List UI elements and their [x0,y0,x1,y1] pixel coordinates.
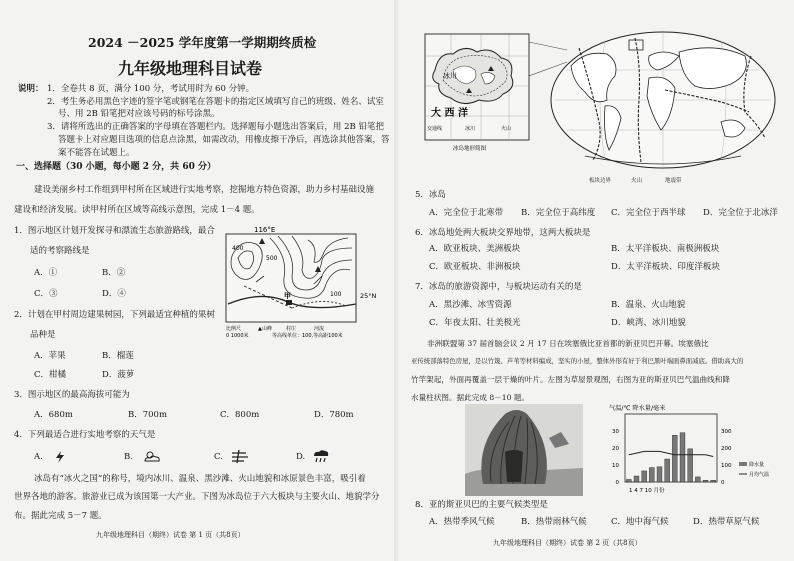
question-1-stem: 适的考察路线是 [30,246,90,256]
passage-line: 水量柱状图。据此完成 8－10 题。 [411,393,530,402]
thunderstorm-icon [54,450,66,464]
passage-line: 建设和经济发展。读甲村所在区域等高线示意图，完成 1－4 题。 [14,205,260,215]
right-tick: 0 [721,480,725,486]
q2-option-d[interactable]: D．菠萝 [102,370,135,380]
legend-glacier: 冰川 [465,126,476,132]
contour-map-frame [226,234,356,322]
contour-value-label: 500 [266,255,278,262]
left-tick: 0 [615,480,619,486]
q3-option-b[interactable]: B．700m [128,410,168,420]
question-3-stem: 3．图示地区的最高海拔可能为 [14,390,130,400]
q1-option-d[interactable]: D．④ [102,289,126,299]
scale-label: 比例尺 [226,326,242,332]
scale-value: 0 1000米 [226,333,249,339]
plot-frame [625,414,717,482]
q2-option-c[interactable]: C．柑橘 [34,370,67,380]
page-footer: 九年级地理科目（期终）试卷 第 1 页（共8页） [96,531,245,539]
q1-option-a[interactable]: A．① [34,268,58,278]
q3-option-d[interactable]: D．780m [314,410,354,420]
q2-option-b[interactable]: B．榴莲 [102,351,134,361]
precip-bar [672,435,677,482]
left-tick: 10 [612,463,619,469]
glacier-label: 冰川 [443,72,457,80]
longitude-label: 116°E [254,226,276,234]
right-tick: 100 [721,463,732,469]
precip-bar [642,471,647,482]
right-axis-ticks [721,429,732,486]
ocean-label: 大 西 洋 [431,108,468,119]
question-2-stem: 品种是 [30,330,56,340]
q6-option-b[interactable]: B．太平洋板块、南极洲板块 [611,244,720,254]
iceland-map-caption: 冰岛地形简图 [453,146,487,152]
traditional-hut-photo [465,404,583,496]
passage-line: 非洲联盟第 37 届首脑会议 2 月 17 日在埃塞俄比亚首都的新亚贝巴开幕。埃塞俄比 [427,339,709,348]
q5-option-d[interactable]: D．完全位于北冰洋 [703,208,778,218]
q8-option-c[interactable]: C．地中海气候 [611,517,669,527]
legend-transport: 交通线 [427,126,443,132]
passage-line: 亚传统部落特色房屋，是以竹篾、芦苇等材料编成，坚实的小屋，整体外形有好于利巴黑叶端面鼻面减底。借助高大的 [411,357,744,365]
legend-river: 河流 [314,326,325,332]
precip-bar [711,480,716,482]
contour-value-label: 100 [330,291,342,298]
page-footer: 九年级地理科目（期终）试卷 第 2 页（共8页） [493,539,642,547]
q4-option-c[interactable]: C. [214,452,223,462]
contour-note: 等高线单位：100,等高距100米 [272,333,343,339]
q1-option-c[interactable]: C．③ [34,289,58,299]
climate-chart [603,402,775,498]
chart-title: 气温/℃ 降水量/毫米 [609,405,666,412]
q4-option-a[interactable]: A. [34,452,43,462]
q5-option-a[interactable]: A．完全位于北寒带 [429,208,504,218]
q8-option-d[interactable]: D．热带草原气候 [693,517,760,527]
temperature-line [629,451,713,456]
q5-option-b[interactable]: B．完全位于高纬度 [521,208,596,218]
instruction-line: 号、用 2B 铅笔把对应该号码的标号涂黑。 [58,109,220,119]
precip-bar [626,479,631,482]
precip-bar [665,459,670,482]
q6-option-a[interactable]: A．欧亚板块、美洲板块 [429,244,521,254]
question-7-stem: 7．冰岛的旅游资源中，与板块运动有关的是 [415,282,582,292]
precip-bar [657,467,662,482]
q2-option-a[interactable]: A．苹果 [34,351,66,361]
passage-line: 建设美丽乡村工作组到甲村所在区域进行实地考察，挖掘地方特色资源，助力乡村基础设施 [34,185,375,195]
passage-line: 冰岛有“冰火之国”的称号，境内冰川、温泉、黑沙滩、火山地貌和冰原景色丰富，吸引着 [34,474,366,484]
iceland-map [419,30,535,154]
latitude-label: 25°N [360,292,377,300]
instruction-line: 1．全卷共 8 页，满分 100 分，考试用时为 60 分钟。 [47,84,255,94]
passage-line: 布。据此完成 5－7 题。 [14,511,107,521]
q7-option-b[interactable]: B．温泉、火山地貌 [611,300,686,310]
precip-bar [695,477,700,482]
exam-title: 九年级地理科目试卷 [118,59,263,78]
q5-option-c[interactable]: C．完全位于西半球 [611,208,686,218]
legend-precip: 降水量 [749,462,765,468]
right-tick: 300 [721,429,732,435]
exam-header: 2024 －2025 学年度第一学期期终质检 [88,35,317,50]
legend-plate-boundary: 板块边界 [589,178,612,184]
village-icon [286,300,292,305]
precip-bar [703,480,708,482]
instruction-line: 3．请将所选出的正确答案的字母填在答题栏内。选择题每小题选出答案后，用 2B 铅笔把 [47,122,384,132]
passage-line: 竹竿架起，外面再覆盖一层干燥的叶片。左图为草屋景观图，右图为亚的斯亚贝巴气温曲线和降 [411,375,730,384]
q3-option-c[interactable]: C．800m [220,410,260,420]
heavy-rain-icon [312,448,330,464]
contour-map [222,226,390,340]
right-page [397,0,794,561]
precip-bar [649,468,654,482]
legend-earthquake-zone: 地震带 [665,178,682,184]
left-tick: 20 [612,446,619,452]
legend-swatch-precip [739,462,747,466]
village-label: 甲 [284,292,291,300]
left-tick: 30 [612,429,619,435]
question-6-stem: 6．冰岛地处两大板块交界地带，这两大板块是 [415,228,591,238]
strong-wind-icon [230,448,250,464]
q6-option-d[interactable]: D．太平洋板块、印度洋板块 [611,262,720,272]
partly-cloudy-icon [142,449,162,464]
instruction-line: 答题卡上对应题目选项的信息点涂黑，如需改动，用橡皮擦干净后，再选涂其他答案，答 [58,135,390,145]
question-2-stem: 2．计划在甲村周边建果树园，下列最适宜种植的果树 [14,310,215,320]
legend-temp: 月均气温 [749,472,770,478]
q6-option-c[interactable]: C．欧亚板块、非洲板块 [429,262,521,272]
precip-bar [634,476,639,482]
hut-door [505,450,523,482]
section-heading: 一、选择题（30 小题，每小题 2 分，共 60 分） [16,162,216,172]
q4-option-b[interactable]: B. [124,452,133,462]
q7-option-c[interactable]: C．年夜太阳、壮美极光 [429,318,521,328]
q8-option-a[interactable]: A．热带季风气候 [429,517,495,527]
x-axis-label: 1 4 7 10 月份 [629,488,665,494]
q8-option-b[interactable]: B．热带雨林气候 [521,517,587,527]
question-8-stem: 8．亚的斯亚贝巴的主要气候类型是 [415,500,548,510]
question-4-stem: 4．下列最适合进行实地考察的天气是 [14,430,156,440]
legend-volcano: 火山 [631,178,643,184]
left-axis-ticks [612,429,620,486]
contour-value-label: 400 [232,245,244,252]
precip-bar [688,449,693,482]
passage-line: 世界各地的游客。旅游业已成为该国第一大产业。下图为冰岛位于六大板块与主要火山、地貌学分 [14,492,380,502]
question-5-stem: 5．冰岛 [415,190,446,200]
q4-option-d[interactable]: D. [296,452,306,462]
q7-option-a[interactable]: A．黑沙滩、冰雪资源 [429,300,512,310]
legend-peak: ▲山峰 [258,326,272,332]
instruction-line: 2．考生务必用黑色字迹的签字笔或钢笔在答题卡的指定区域填写自己的班级、姓名、试室 [47,97,384,107]
q3-option-a[interactable]: A．680m [34,410,73,420]
q7-option-d[interactable]: D．峡湾、冰川地貌 [611,318,686,328]
question-1-stem: 1．图示地区计划开发探寻和漂流生态旅游路线，最合 [14,226,215,236]
instruction-line: 案不能答在试题上。 [58,148,135,158]
precip-bar [680,433,685,482]
right-tick: 200 [721,446,732,452]
q1-option-b[interactable]: B．② [102,268,126,278]
legend-village: 村庄 [286,326,297,332]
instructions-label: 说明： [18,84,44,94]
world-map [545,26,781,182]
legend-volcano: 火山 [501,126,512,132]
